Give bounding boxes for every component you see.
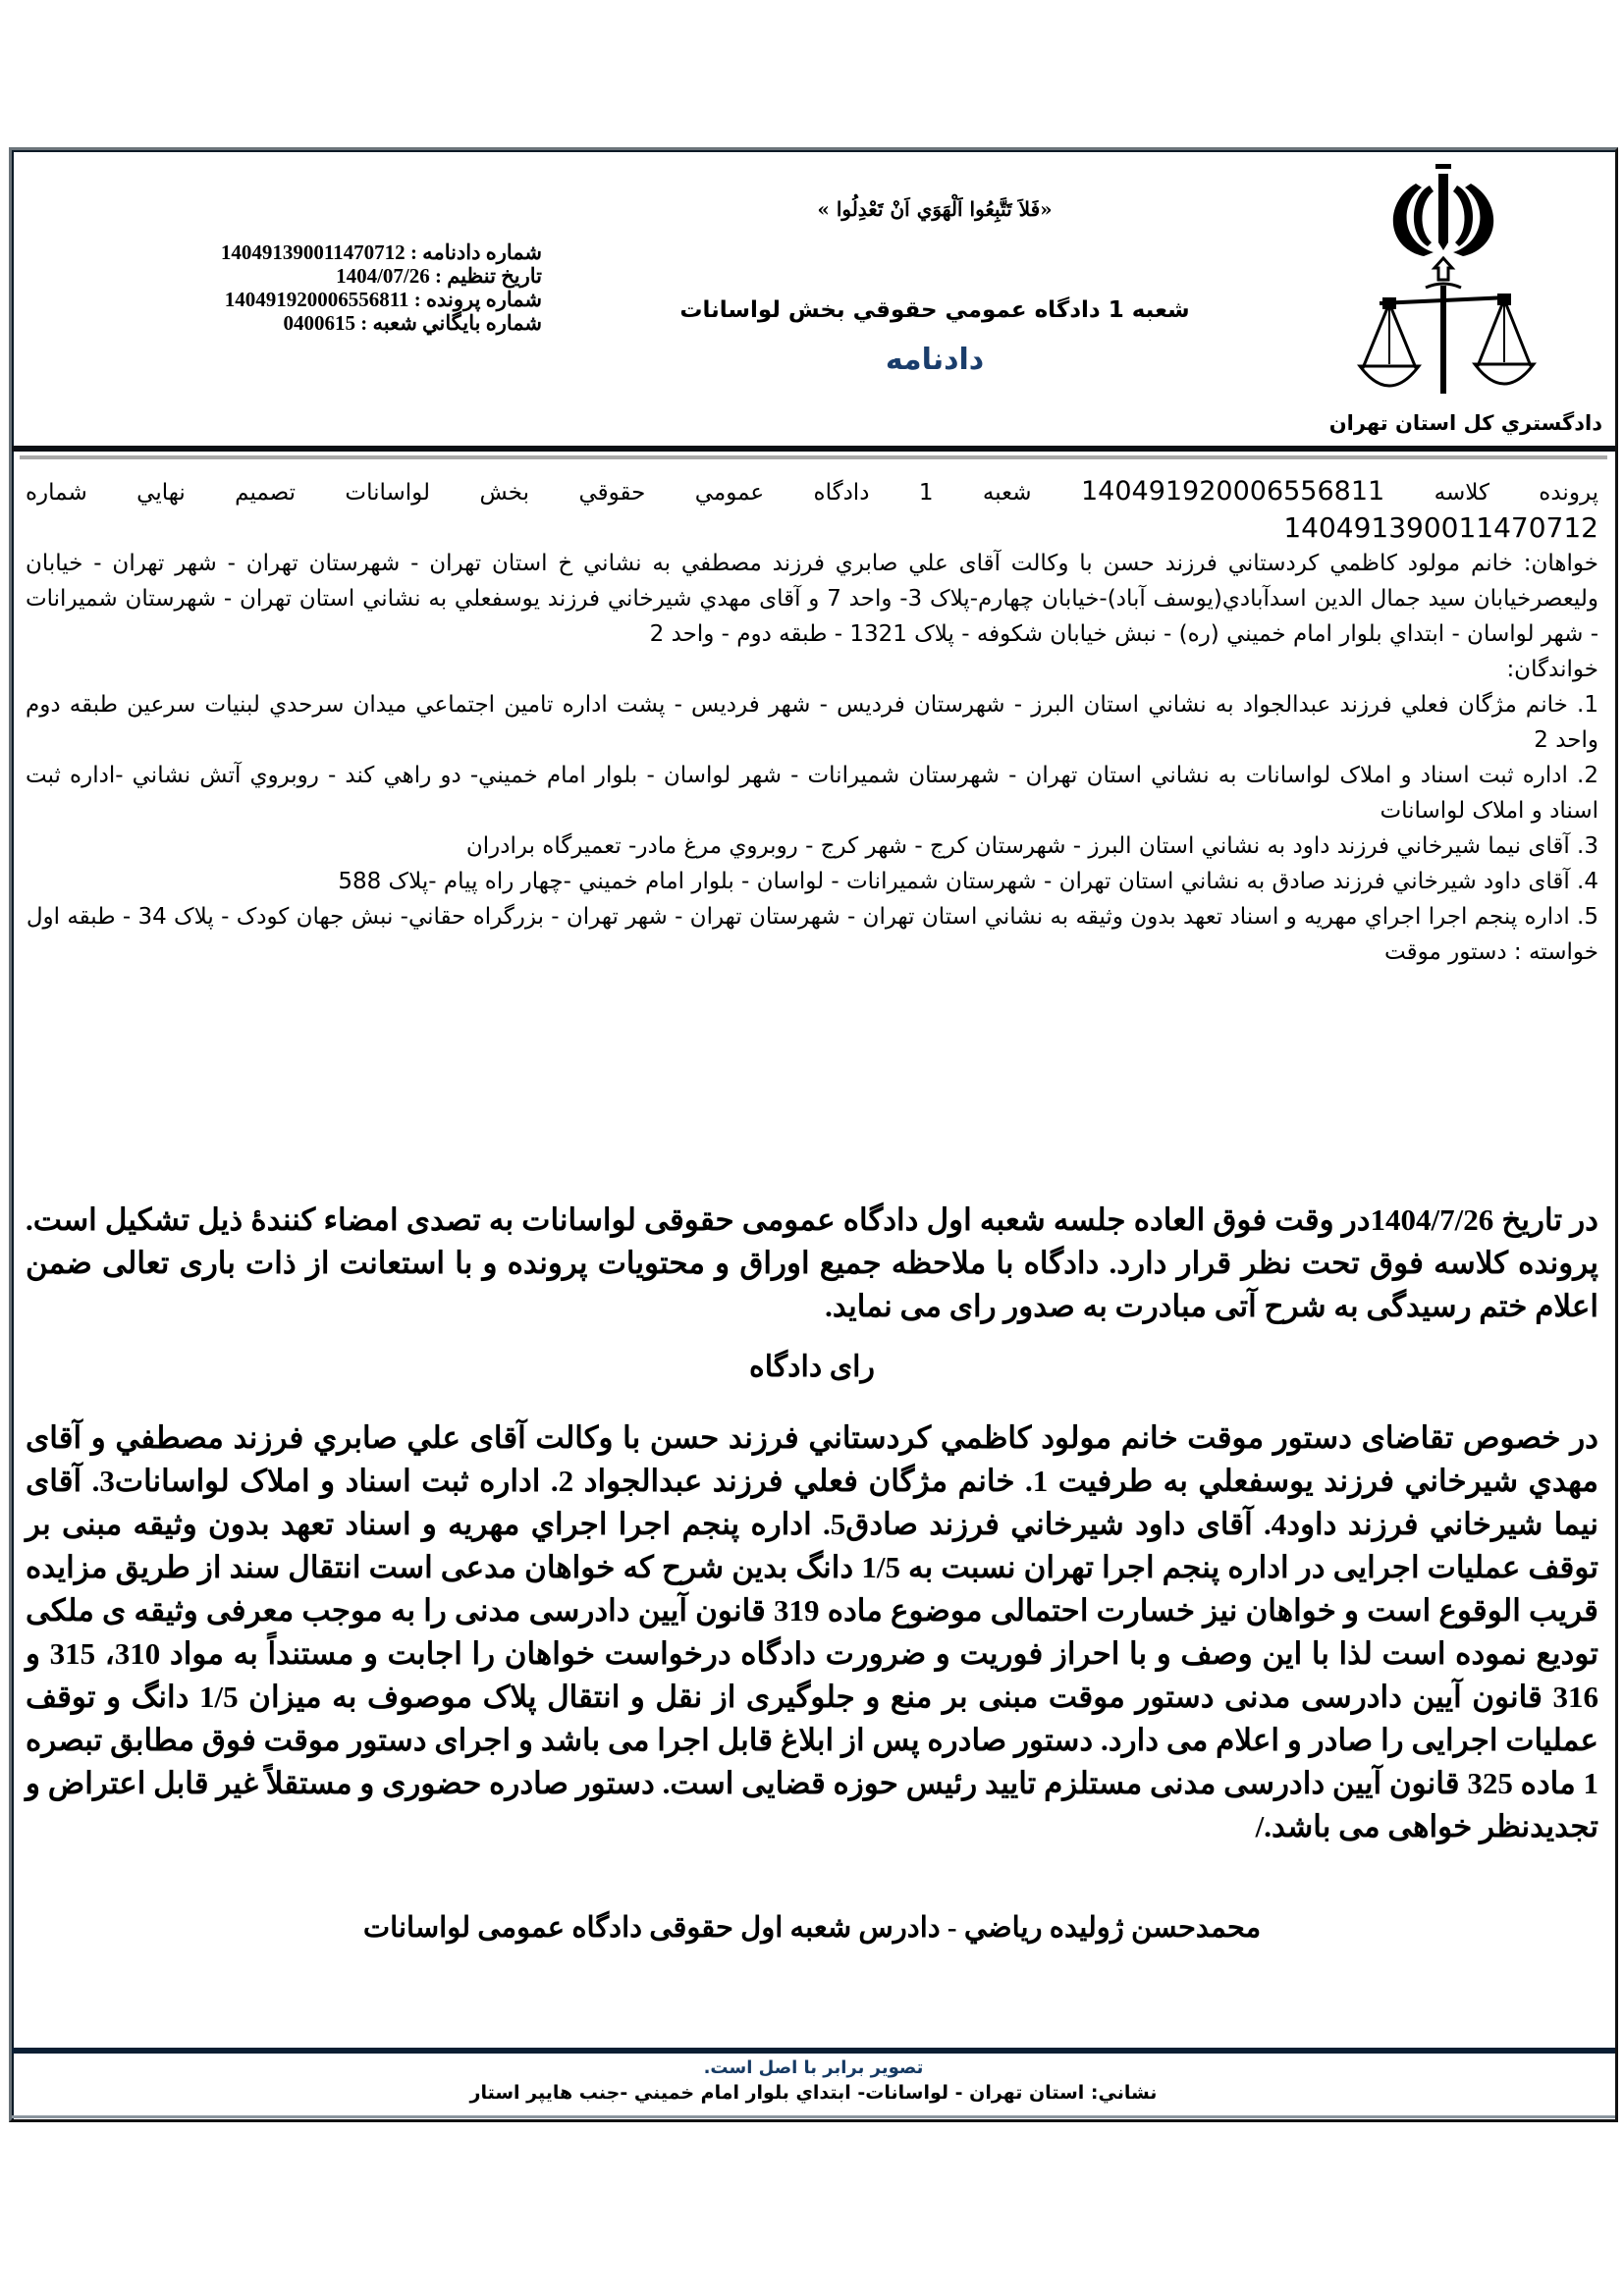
- case-line-case-number: 140491920006556811: [1080, 476, 1385, 507]
- defendants-label: خواندگان:: [1506, 657, 1598, 682]
- court-address: نشاني: استان تهران - لواسانات- ابتداي بلوار امام خميني -جنب هايپر استار: [469, 2082, 1158, 2104]
- defendant-item: 4. آقای داود شيرخاني فرزند صادق به نشاني استان تهران - شهرستان شميرانات - لواسان - بلوار امام خميني -چهار راه پيام -پلاک 588: [338, 869, 1598, 894]
- meta-label: شماره پرونده :: [413, 288, 542, 311]
- judge-signature: محمدحسن ژوليده رياضي - دادرس شعبه اول حقوقی دادگاه عمومی لواسانات: [362, 1912, 1262, 1944]
- case-meta-block: [130, 240, 542, 335]
- verdict-paragraph: [26, 1416, 1598, 1848]
- footer-divider: [12, 2048, 1615, 2054]
- case-line: [26, 474, 1598, 510]
- header-divider: [12, 446, 1615, 452]
- document-frame: [9, 147, 1618, 2122]
- case-parties-section: [26, 474, 1598, 970]
- meta-value: 140491390011470712: [220, 240, 406, 264]
- session-text: در تاريخ 1404/7/26در وقت فوق العاده جلسه شعبه اول دادگاه عمومی حقوقی لواسانات به تصدی امضاء کنندۀ ذيل تشکيل است. پرونده کلاسه فوق تحت نظر قرار دارد. دادگاه با ملاحظه جميع اوراق و محتويات پرونده و با استعانت از ذات باری تعالی ضمن اعلام ختم رسيدگی به شرح آتی مبادرت به صدور رای می نمايد.: [26, 1202, 1598, 1323]
- meta-case-number: [130, 288, 542, 311]
- document-title: دادنامه: [885, 343, 985, 377]
- meta-decision-number: [130, 240, 542, 264]
- verdict-text: در خصوص تقاضای دستور موقت خانم مولود کاظمي کردستاني فرزند حسن با وکالت آقای علي صابري فرزند مصطفي و آقای مهدي شيرخاني فرزند يوسفعلي به طرفيت 1. خانم مژگان فعلي فرزند عبدالجواد 2. اداره ثبت اسناد و املاک لواسانات3. آقای نيما شيرخاني فرزند داود4. آقای داود شيرخاني فرزند صادق5. اداره پنجم اجرا اجراي مهريه و اسناد تعهد بدون وثيقه مبنی بر توقف عمليات اجرايی در اداره پنجم اجرا تهران نسبت به 1/5 دانگ بدين شرح که خواهان مدعی است انتقال سند از طريق مزايده قريب الوقوع است و خواهان نيز خسارت احتمالی موضوع ماده 319 قانون آيين دادرسی مدنی را به موجب معرفی وثيقه ی ملکی توديع نموده است لذا با اين وصف و با احراز فوريت و ضرورت دادگاه درخواست خواهان را اجابت و مستنداً به مواد 310، 315 و 316 قانون آيين دادرسی مدنی دستور موقت مبنی بر منع و جلوگيری از نقل و انتقال پلاک موصوف به ميزان 1/5 دانگ و توقف عمليات اجرايی را صادر و اعلام می دارد. دستور صادره پس از ابلاغ قابل اجرا می باشد و اجرای دستور موقت فوق مطابق تبصره 1 ماده 325 قانون آيين دادرسی مدنی مستلزم تاييد رئيس حوزه قضايی است. دستور صادره حضوری و مستقلاً غير قابل اعتراض و تجديدنظر خواهی می باشد./: [26, 1420, 1599, 1843]
- document-footer: [12, 2056, 1615, 2118]
- session-paragraph: [26, 1199, 1598, 1328]
- meta-value: 1404/07/26: [336, 264, 430, 288]
- header-quote: «فَلاَ تَتَّبِعُوا اَلْهَوَي اَنْ تَعْدِلُوا »: [817, 197, 1053, 221]
- request-label: خواسته :: [1513, 939, 1598, 965]
- plaintiff-label: خواهان:: [1523, 551, 1599, 576]
- certification-text: تصوير برابر با اصل است.: [703, 2057, 924, 2078]
- meta-label: شماره بايگاني شعبه :: [360, 311, 542, 335]
- request-line: [26, 934, 1598, 970]
- defendant-item: 2. اداره ثبت اسناد و املاک لواسانات به نشاني استان تهران - شهرستان شميرانات - شهر لواسان - بلوار امام خميني- دو راهي کند - روبروي آتش نشاني -اداره ثبت اسناد و املاک لواسانات: [26, 763, 1598, 824]
- plaintiff-text: خانم مولود کاظمي کردستاني فرزند حسن با وکالت آقای علي صابري فرزند مصطفي به نشاني خ استان تهران - شهرستان تهران - شهر تهران - خيابان وليعصرخيابان سيد جمال الدين اسدآبادي(يوسف آباد)-خيابان چهارم-پلاک 3- واحد 7 و آقای مهدي شيرخاني فرزند يوسفعلي به نشاني استان تهران - شهرستان شميرانات - شهر لواسان - ابتداي بلوار امام خميني (ره) - نبش خيابان شکوفه - پلاک 1321 - طبقه دوم - واحد 2: [26, 551, 1598, 647]
- meta-archive-number: [130, 311, 542, 335]
- defendant-item: 1. خانم مژگان فعلي فرزند عبدالجواد به نشاني استان البرز - شهرستان فرديس - شهر فرديس - پشت اداره تامين اجتماعي ميدان سرحدي لبنيات سرعين طبقه دوم واحد 2: [26, 692, 1598, 753]
- defendant-item: 3. آقای نيما شيرخاني فرزند داود به نشاني استان البرز - شهرستان کرج - شهر کرج - روبروي مرغ مادر- تعميرگاه برادران: [465, 833, 1598, 859]
- plaintiff-paragraph: [26, 546, 1598, 652]
- branch-title: شعبه 1 دادگاه عمومي حقوقي بخش لواسانات: [679, 297, 1190, 323]
- document-header: [12, 150, 1615, 445]
- case-line-middle: شعبه 1 دادگاه عمومي حقوقي بخش لواسانات تصميم نهايي شماره: [26, 480, 1032, 506]
- request-value: دستور موقت: [1384, 939, 1507, 965]
- meta-value: 140491920006556811: [224, 288, 409, 311]
- meta-issue-date: [130, 264, 542, 288]
- header-divider-light: [20, 455, 1607, 459]
- meta-label: شماره دادنامه :: [409, 240, 542, 264]
- judiciary-emblem-icon: [1345, 162, 1542, 407]
- defendant-item: 5. اداره پنجم اجرا اجراي مهريه و اسناد تعهد بدون وثيقه به نشاني استان تهران - شهرستان تهران - شهر تهران - بزرگراه حقاني- نبش جهان کودک - پلاک 34 - طبقه اول: [26, 904, 1598, 930]
- case-line-prefix: پرونده کلاسه: [1434, 480, 1599, 506]
- meta-value: 0400615: [283, 311, 355, 335]
- meta-label: تاريخ تنظيم :: [435, 264, 542, 288]
- case-line-decision-number: 140491390011470712: [1283, 511, 1598, 544]
- organization-name: دادگستري کل استان تهران: [1328, 411, 1602, 435]
- verdict-title: رای دادگاه: [749, 1351, 875, 1383]
